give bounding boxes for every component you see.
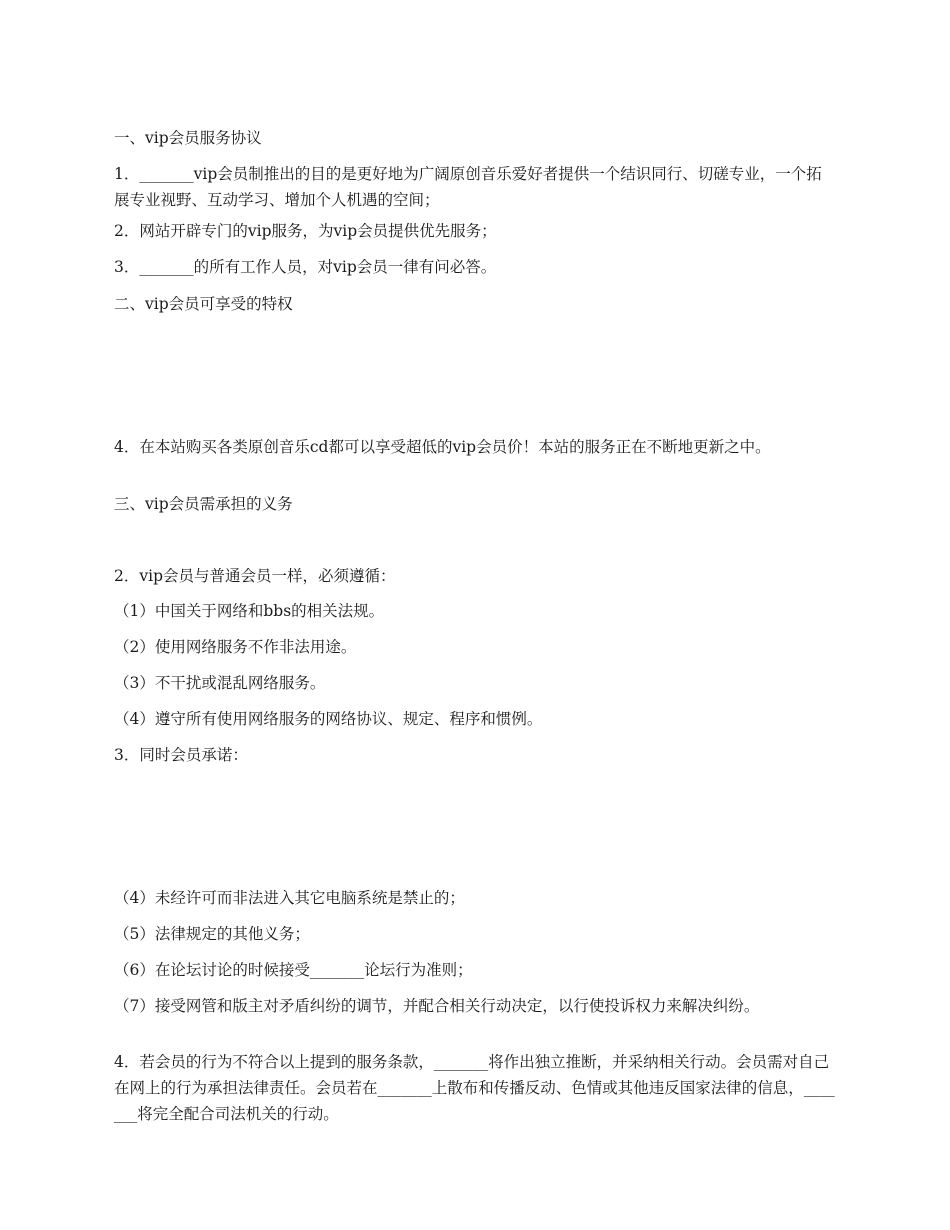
list-item: （6）在论坛讨论的时候接受_______论坛行为准则； [114,961,473,979]
list-item: （5）法律规定的其他义务； [114,925,310,943]
list-item: （2）使用网络服务不作非法用途。 [114,638,357,656]
paragraph-1-1: 1．_______vip会员制推出的目的是更好地为广阔原创音乐爱好者提供一个结识同行、切磋专业，一个拓展专业视野、互动学习、增加个人机遇的空间； [114,165,822,209]
paragraph-2-4: 4．在本站购买各类原创音乐cd都可以享受超低的vip会员价！本站的服务正在不断地更新之中。 [114,438,771,456]
list-item: （1）中国关于网络和bbs的相关法规。 [114,602,385,620]
paragraph-3-2: 2．vip会员与普通会员一样，必须遵循： [114,567,396,585]
paragraph-3-4: 4．若会员的行为不符合以上提到的服务条款，_______将作出独立推断，并采纳相关行动。会员需对自己在网上的行为承担法律责任。会员若在_______上散布和传播反动、色情或其他违反国家法律的信息，_______将完全配合司法机关的行动。 [114,1053,835,1123]
section-heading-2: 二、vip会员可享受的特权 [114,295,293,313]
list-item: （3）不干扰或混乱网络服务。 [114,674,326,692]
list-item: （7）接受网管和版主对矛盾纠纷的调节，并配合相关行动决定，以行使投诉权力来解决纠纷。 [114,997,760,1015]
paragraph-3-3: 3．同时会员承诺： [114,746,248,764]
list-item: （4）未经许可而非法进入其它电脑系统是禁止的； [114,889,465,907]
paragraph-1-2: 2．网站开辟专门的vip服务，为vip会员提供优先服务； [114,222,497,240]
section-heading-3: 三、vip会员需承担的义务 [114,495,293,513]
paragraph-1-3: 3．_______的所有工作人员，对vip会员一律有问必答。 [114,258,497,276]
section-heading-1: 一、vip会员服务协议 [114,129,262,147]
list-item: （4）遵守所有使用网络服务的网络协议、规定、程序和惯例。 [114,710,543,728]
